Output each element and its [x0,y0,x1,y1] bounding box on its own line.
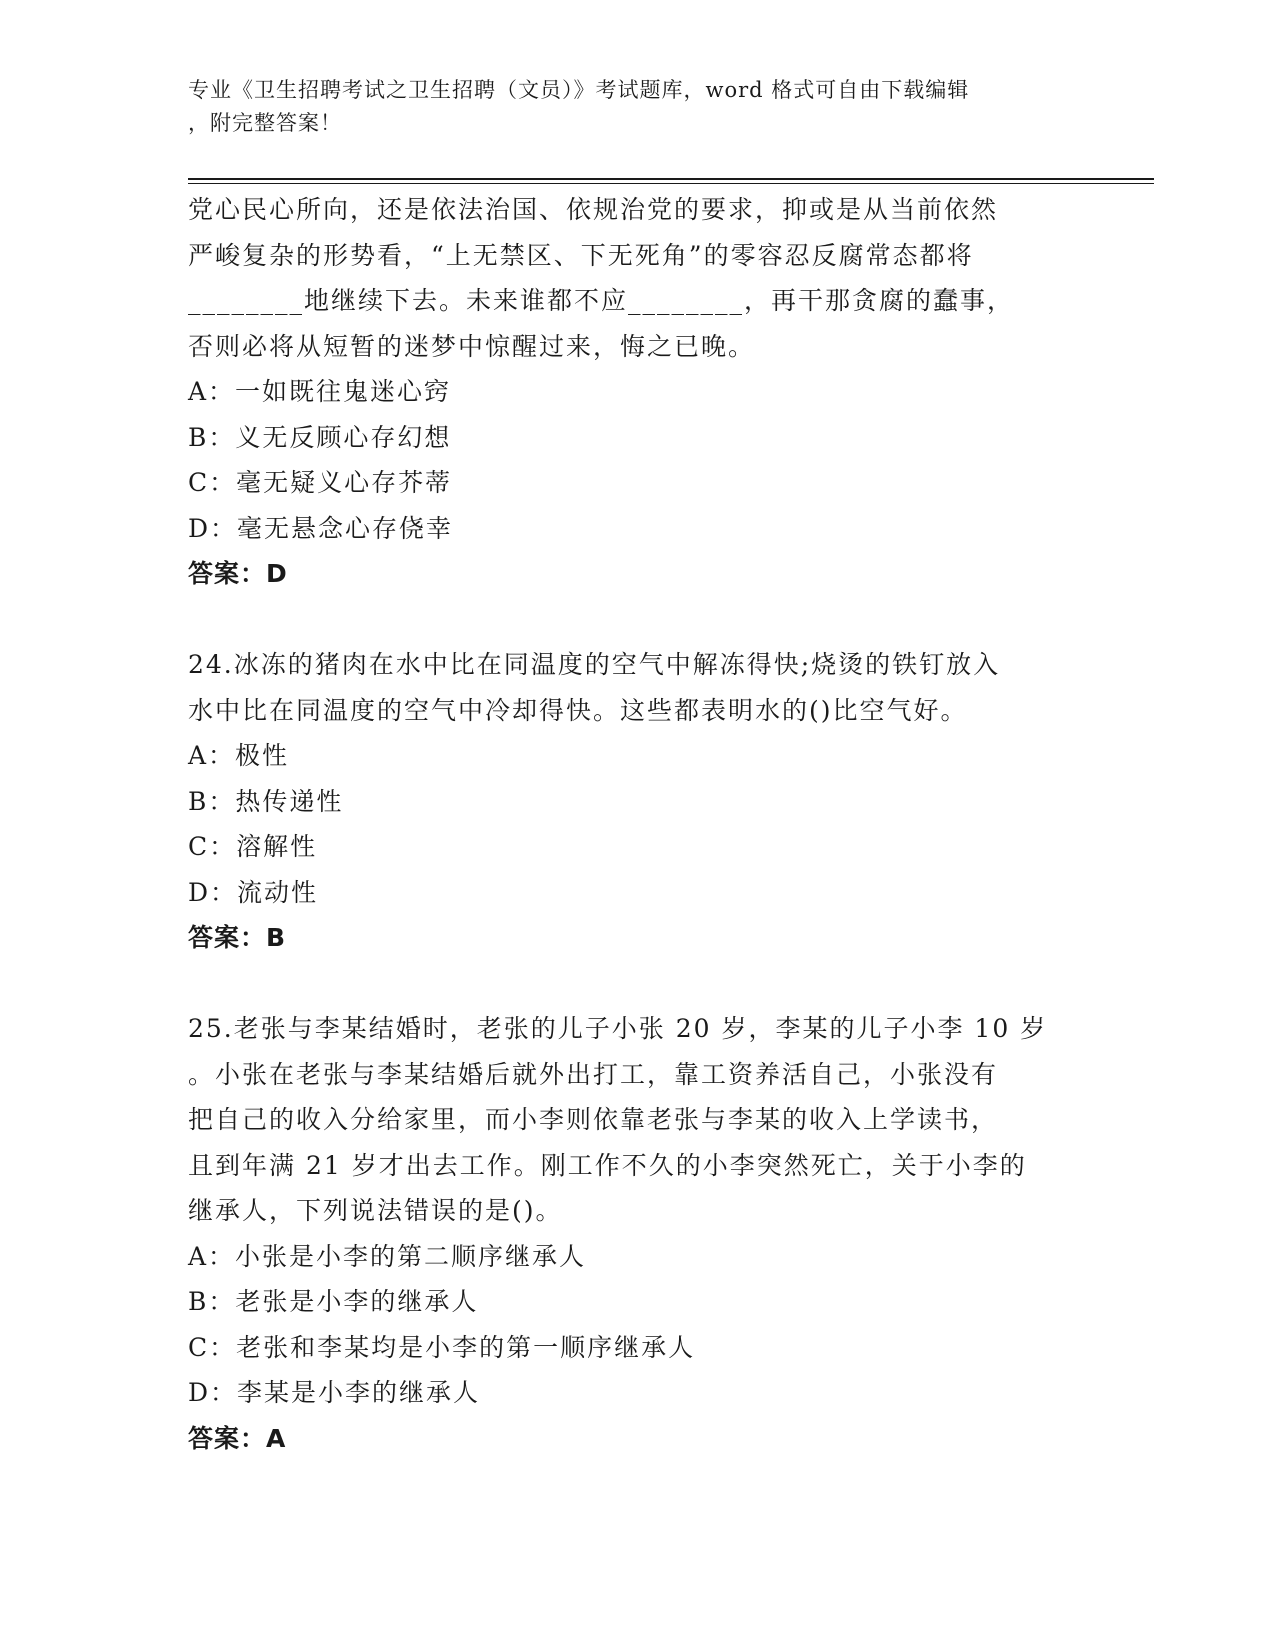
option-a: A：小张是小李的第二顺序继承人 [188,1241,587,1271]
option-a: A：一如既往鬼迷心窍 [188,377,452,406]
option-a: A：极性 [188,741,290,770]
question-stem-line: 24.冰冻的猪肉在水中比在同温度的空气中解冻得快;烧烫的铁钉放入 [188,650,1001,679]
option-c: C：毫无疑义心存芥蒂 [188,468,453,497]
question-25 [188,1006,1088,1461]
question-stem-line: ________地继续下去。未来谁都不应________，再干那贪腐的蠢事， [188,286,1015,315]
document-header [188,74,1068,140]
option-b: B：热传递性 [188,786,344,816]
question-stem-line: 水中比在同温度的空气中冷却得快。这些都表明水的()比空气好。 [188,695,968,725]
header-divider-thick [188,178,1154,180]
question-list [188,187,1088,1461]
question-stem-line: 否则必将从短暂的迷梦中惊醒过来，悔之已晚。 [188,331,756,361]
option-d: D：毫无悬念心存侥幸 [188,513,454,543]
header-divider-thin [188,183,1154,184]
spacer [188,961,1088,1007]
question-stem-line: 且到年满 21 岁才出去工作。刚工作不久的小李突然死亡，关于小李的 [188,1150,1027,1180]
option-d: D：李某是小李的继承人 [188,1378,481,1407]
question-23 [188,187,1088,597]
option-c: C：溶解性 [188,832,318,861]
option-d: D：流动性 [188,877,319,907]
question-stem-line: 党心民心所向，还是依法治国、依规治党的要求，抑或是从当前依然 [188,195,999,224]
question-stem-line: 把自己的收入分给家里，而小李则依靠老张与李某的收入上学读书， [188,1105,999,1134]
answer-line: 答案：B [188,923,287,952]
header-line-2: ，附完整答案！ [188,111,342,135]
question-stem-line: 继承人，下列说法错误的是()。 [188,1196,563,1225]
question-stem-line: 。小张在老张与李某结婚后就外出打工，靠工资养活自己，小张没有 [188,1059,999,1089]
question-stem-line: 25.老张与李某结婚时，老张的儿子小张 20 岁，李某的儿子小李 10 岁 [188,1014,1048,1043]
answer-line: 答案：D [188,559,288,588]
question-stem-line: 严峻复杂的形势看，“上无禁区、下无死角”的零容忍反腐常态都将 [188,240,974,270]
spacer [188,597,1088,643]
option-b: B：义无反顾心存幻想 [188,422,452,452]
header-line-1: 专业《卫生招聘考试之卫生招聘（文员）》考试题库，word 格式可自由下载编辑 [188,78,970,102]
answer-line: 答案：A [188,1423,287,1453]
option-c: C：老张和李某均是小李的第一顺序继承人 [188,1332,696,1362]
question-24 [188,642,1088,961]
option-b: B：老张是小李的继承人 [188,1287,479,1316]
